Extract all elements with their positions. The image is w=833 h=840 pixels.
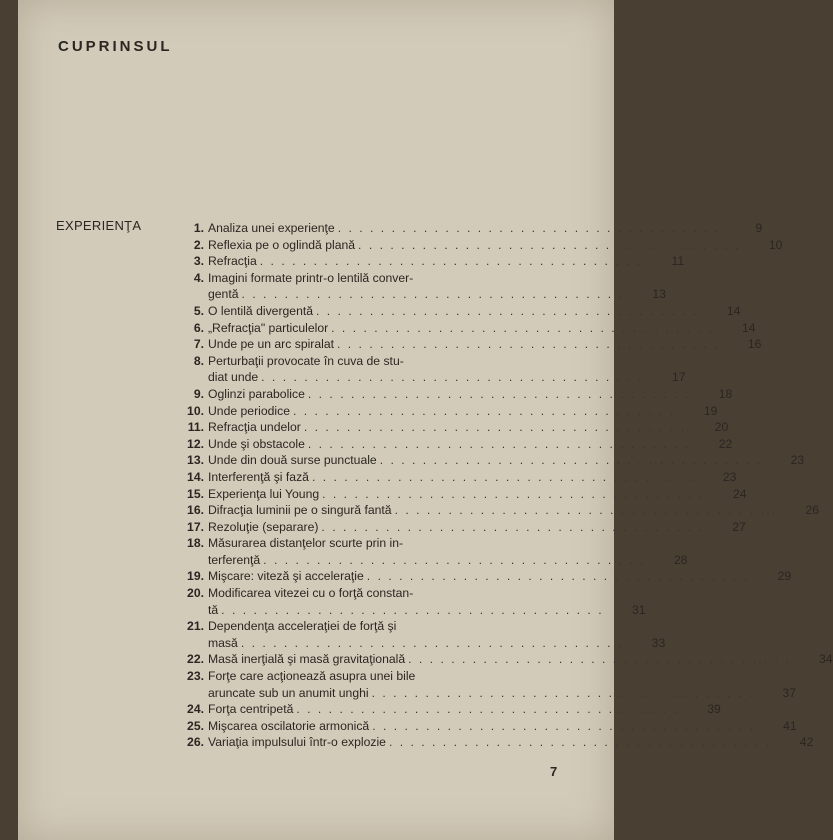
toc-entry-title: Unde periodice <box>208 403 290 418</box>
dot-leader: . . . . . . . . . . . . . . . . . . . . . . . . . . . . . . . . . . . . <box>241 287 624 302</box>
toc-entry-page: 27 <box>732 519 746 534</box>
toc-entry-number: 17. <box>187 519 204 534</box>
toc-entry-title: Variaţia impulsului într-o explozie <box>208 735 386 750</box>
contents-heading: CUPRINSUL <box>58 38 173 55</box>
toc-entry-title: „Refracţia" particulelor <box>208 320 329 335</box>
toc-entry <box>176 452 805 469</box>
toc-entry-title: Refracţia undelor <box>208 420 301 435</box>
toc-entry-title: Difracţia luminii pe o singură fantă <box>208 503 392 518</box>
toc-entry-title: Forţe care acţionează asupra unei bile <box>208 669 416 684</box>
toc-entry-title: masă <box>208 635 238 650</box>
toc-entry-number: 25. <box>187 718 204 733</box>
dot-leader: . . . . . . . . . . . . . . . . . . . . . . . . . . . . . . . . . . . . <box>408 652 791 667</box>
dot-leader: . . . . . . . . . . . . . . . . . . . . . . . . . . . . . . . . . . . . <box>337 221 721 235</box>
dot-leader: . . . . . . . . . . . . . . . . . . . . . . . . . . . . . . . . . . . . <box>337 337 720 352</box>
toc-entry-page: 42 <box>799 735 814 750</box>
toc-entry-page: 11 <box>671 254 685 269</box>
toc-entry-page: 26 <box>805 503 820 518</box>
toc-entry-title: Măsurarea distanţelor scurte prin in- <box>208 536 404 551</box>
dot-leader: . . . . . . . . . . . . . . . . . . . . . . . . . . . . . . . . . . . . <box>307 436 691 451</box>
toc-entry-number: 21. <box>187 619 204 634</box>
toc-entry-number: 1. <box>193 221 204 235</box>
toc-entry-page: 29 <box>777 569 792 584</box>
toc-entry <box>176 403 718 420</box>
dot-leader: . . . . . . . . . . . . . . . . . . . . . . . . . . . . . . . . . . . . <box>263 552 646 567</box>
toc-entry-title: Analiza unei experienţe <box>208 221 335 235</box>
toc-entry <box>176 336 762 353</box>
toc-entry-title: Imagini formate printr-o lentilă conver- <box>208 270 414 285</box>
toc-entry <box>176 303 741 320</box>
toc-entry-title: Reflexia pe o oglindă plană <box>208 237 356 252</box>
toc-entry-number: 24. <box>187 702 204 717</box>
dot-leader: . . . . . . . . . . . . . . . . . . . . . . . . . . . . . . . . . . . . <box>394 503 778 518</box>
dot-leader: . . . . . . . . . . . . . . . . . . . . . . . . . . . . . . . . . . . . <box>372 718 755 733</box>
toc-entry-title: Modificarea vitezei cu o forţă constan- <box>208 586 414 601</box>
book-page <box>18 0 833 840</box>
toc-entry-page: 37 <box>782 685 797 700</box>
dot-leader: . . . . . . . . . . . . . . . . . . . . . . . . . . . . . . . . . . . . <box>331 320 714 335</box>
toc-entry-page: 10 <box>768 237 783 252</box>
toc-entry-page: 41 <box>783 718 797 733</box>
toc-entry-page: 13 <box>652 287 666 302</box>
toc-entry-number: 15. <box>187 486 204 501</box>
toc-entry <box>176 535 688 568</box>
toc-entry-title: Forţa centripetă <box>208 702 294 717</box>
toc-entry-title: Interferenţă şi fază <box>208 469 309 484</box>
toc-entry-page: 17 <box>672 370 686 385</box>
toc-entry <box>176 618 666 651</box>
dot-leader: . . . . . . . . . . . . . . . . . . . . . . . . . . . . . . . . . . . . <box>366 569 750 584</box>
toc-entry-page: 16 <box>747 337 762 352</box>
toc-entry-page: 24 <box>733 486 747 501</box>
toc-entry-number: 10. <box>187 403 204 418</box>
toc-entry <box>176 469 737 486</box>
toc-entry <box>176 486 747 503</box>
toc-entry-page: 19 <box>703 403 718 418</box>
toc-entry-title: diat unde <box>208 370 259 385</box>
toc-entry-number: 4. <box>193 270 204 285</box>
toc-entry <box>176 353 686 386</box>
toc-entry-page: 20 <box>714 420 729 435</box>
dot-leader: . . . . . . . . . . . . . . . . . . . . . . . . . . . . . . . . . . . . <box>303 420 687 435</box>
toc-entry-title: Refracţia <box>208 254 257 269</box>
toc-entry-number: 11. <box>187 420 204 435</box>
toc-entry-page: 14 <box>726 303 741 318</box>
toc-entry-number: 3. <box>193 254 204 269</box>
toc-entry <box>176 651 833 668</box>
toc-entry-number: 18. <box>187 536 204 551</box>
toc-entry <box>176 701 721 718</box>
toc-entry <box>176 502 820 519</box>
toc-entry-page: 14 <box>742 320 756 335</box>
toc-entry-number: 26. <box>187 735 204 750</box>
dot-leader: . . . . . . . . . . . . . . . . . . . . . . . . . . . . . . . . . . . . <box>388 735 772 750</box>
toc-entry <box>176 386 733 403</box>
toc-entry-title: Dependenţa acceleraţiei de forţă şi <box>208 619 397 634</box>
toc-entry-number: 2. <box>193 237 204 252</box>
toc-entry-title: gentă <box>208 287 239 302</box>
toc-entry-number: 7. <box>193 337 204 352</box>
dot-leader: . . . . . . . . . . . . . . . . . . . . . . . . . . . . . . . . . . . . <box>296 702 679 717</box>
page-number: 7 <box>550 764 558 779</box>
toc-entry-title: Mişcarea oscilatorie armonică <box>208 718 370 733</box>
toc-entry <box>176 734 814 751</box>
toc-entry-number: 20. <box>187 586 204 601</box>
table-of-contents <box>176 220 833 751</box>
toc-entry <box>176 436 733 453</box>
toc-entry-page: 9 <box>755 221 763 235</box>
dot-leader: . . . . . . . . . . . . . . . . . . . . . . . . . . . . . . . . . . . . <box>240 635 624 650</box>
toc-entry-title: O lentilă divergentă <box>208 303 314 318</box>
toc-entry <box>176 668 797 701</box>
toc-entry-number: 9. <box>193 386 204 401</box>
toc-entry <box>176 320 756 337</box>
toc-entry <box>176 253 685 270</box>
toc-entry-title: Oglinzi parabolice <box>208 386 305 401</box>
toc-entry-number: 14. <box>187 469 204 484</box>
toc-entry-title: Unde şi obstacole <box>208 436 305 451</box>
toc-entry-title: Masă inerţială şi masă gravitaţională <box>208 652 406 667</box>
toc-entry-page: 23 <box>790 453 805 468</box>
toc-entry-title: Mişcare: viteză şi acceleraţie <box>208 569 364 584</box>
toc-entry-page: 34 <box>818 652 833 667</box>
toc-entry <box>176 237 783 254</box>
toc-entry <box>176 270 666 303</box>
toc-entry-page: 33 <box>651 635 666 650</box>
dot-leader: . . . . . . . . . . . . . . . . . . . . . . . . . . . . . . . . . . . . <box>371 685 755 700</box>
toc-entry-page: 39 <box>707 702 721 717</box>
toc-entry-number: 16. <box>187 503 204 518</box>
toc-entry-number: 8. <box>193 353 204 368</box>
dot-leader: . . . . . . . . . . . . . . . . . . . . . . . . . . . . . . . . . . . . <box>321 519 704 534</box>
toc-entry <box>176 718 797 735</box>
dot-leader: . . . . . . . . . . . . . . . . . . . . . . . . . . . . . . . . . . . . <box>322 486 705 501</box>
toc-entry <box>176 585 646 618</box>
toc-entry-page: 31 <box>632 602 646 617</box>
toc-entry-page: 23 <box>722 469 737 484</box>
dot-leader: . . . . . . . . . . . . . . . . . . . . . . . . . . . . . . . . . . . . <box>358 237 741 252</box>
section-label: EXPERIENŢA <box>56 218 142 233</box>
dot-leader: . . . . . . . . . . . . . . . . . . . . . . . . . . . . . . . . . . . . <box>259 254 643 269</box>
dot-leader: . . . . . . . . . . . . . . . . . . . . . . . . . . . . . . . . . . . . <box>292 403 676 418</box>
toc-entry-title: Unde pe un arc spiralat <box>208 337 335 352</box>
toc-entry-number: 12. <box>187 436 204 451</box>
toc-entry-title: Perturbaţii provocate în cuva de stu- <box>208 353 404 368</box>
toc-entry-title: tă <box>208 602 219 617</box>
toc-entry <box>176 419 729 436</box>
toc-entry-title: terferenţă <box>208 552 261 567</box>
toc-entry-number: 6. <box>193 320 204 335</box>
toc-entry-page: 22 <box>718 436 733 451</box>
toc-entry-page: 28 <box>674 552 688 567</box>
toc-entry-number: 13. <box>187 453 204 468</box>
toc-entry <box>176 519 746 536</box>
toc-entry-page: 18 <box>718 386 733 401</box>
toc-entry-title: Experienţa lui Young <box>208 486 320 501</box>
toc-entry <box>176 220 763 237</box>
dot-leader: . . . . . . . . . . . . . . . . . . . . . . . . . . . . . . . . . . . . <box>307 386 691 401</box>
dot-leader: . . . . . . . . . . . . . . . . . . . . . . . . . . . . . . . . . . . . <box>261 370 644 385</box>
toc-entry-number: 22. <box>187 652 204 667</box>
toc-entry-number: 5. <box>193 303 204 318</box>
dot-leader: . . . . . . . . . . . . . . . . . . . . . . . . . . . . . . . . . . . . <box>379 453 763 468</box>
toc-entry-number: 19. <box>187 569 204 584</box>
toc-entry-number: 23. <box>187 669 204 684</box>
dot-leader: . . . . . . . . . . . . . . . . . . . . . . . . . . . . . . . . . . . . <box>316 303 699 318</box>
toc-entry-title: Rezoluţie (separare) <box>208 519 319 534</box>
dot-leader: . . . . . . . . . . . . . . . . . . . . . . . . . . . . . . . . . . . . <box>311 469 695 484</box>
dot-leader: . . . . . . . . . . . . . . . . . . . . . . . . . . . . . . . . . . . . <box>221 602 604 617</box>
toc-entry <box>176 568 792 585</box>
toc-entry-title: aruncate sub un anumit unghi <box>208 685 369 700</box>
toc-entry-title: Unde din două surse punctuale <box>208 453 377 468</box>
